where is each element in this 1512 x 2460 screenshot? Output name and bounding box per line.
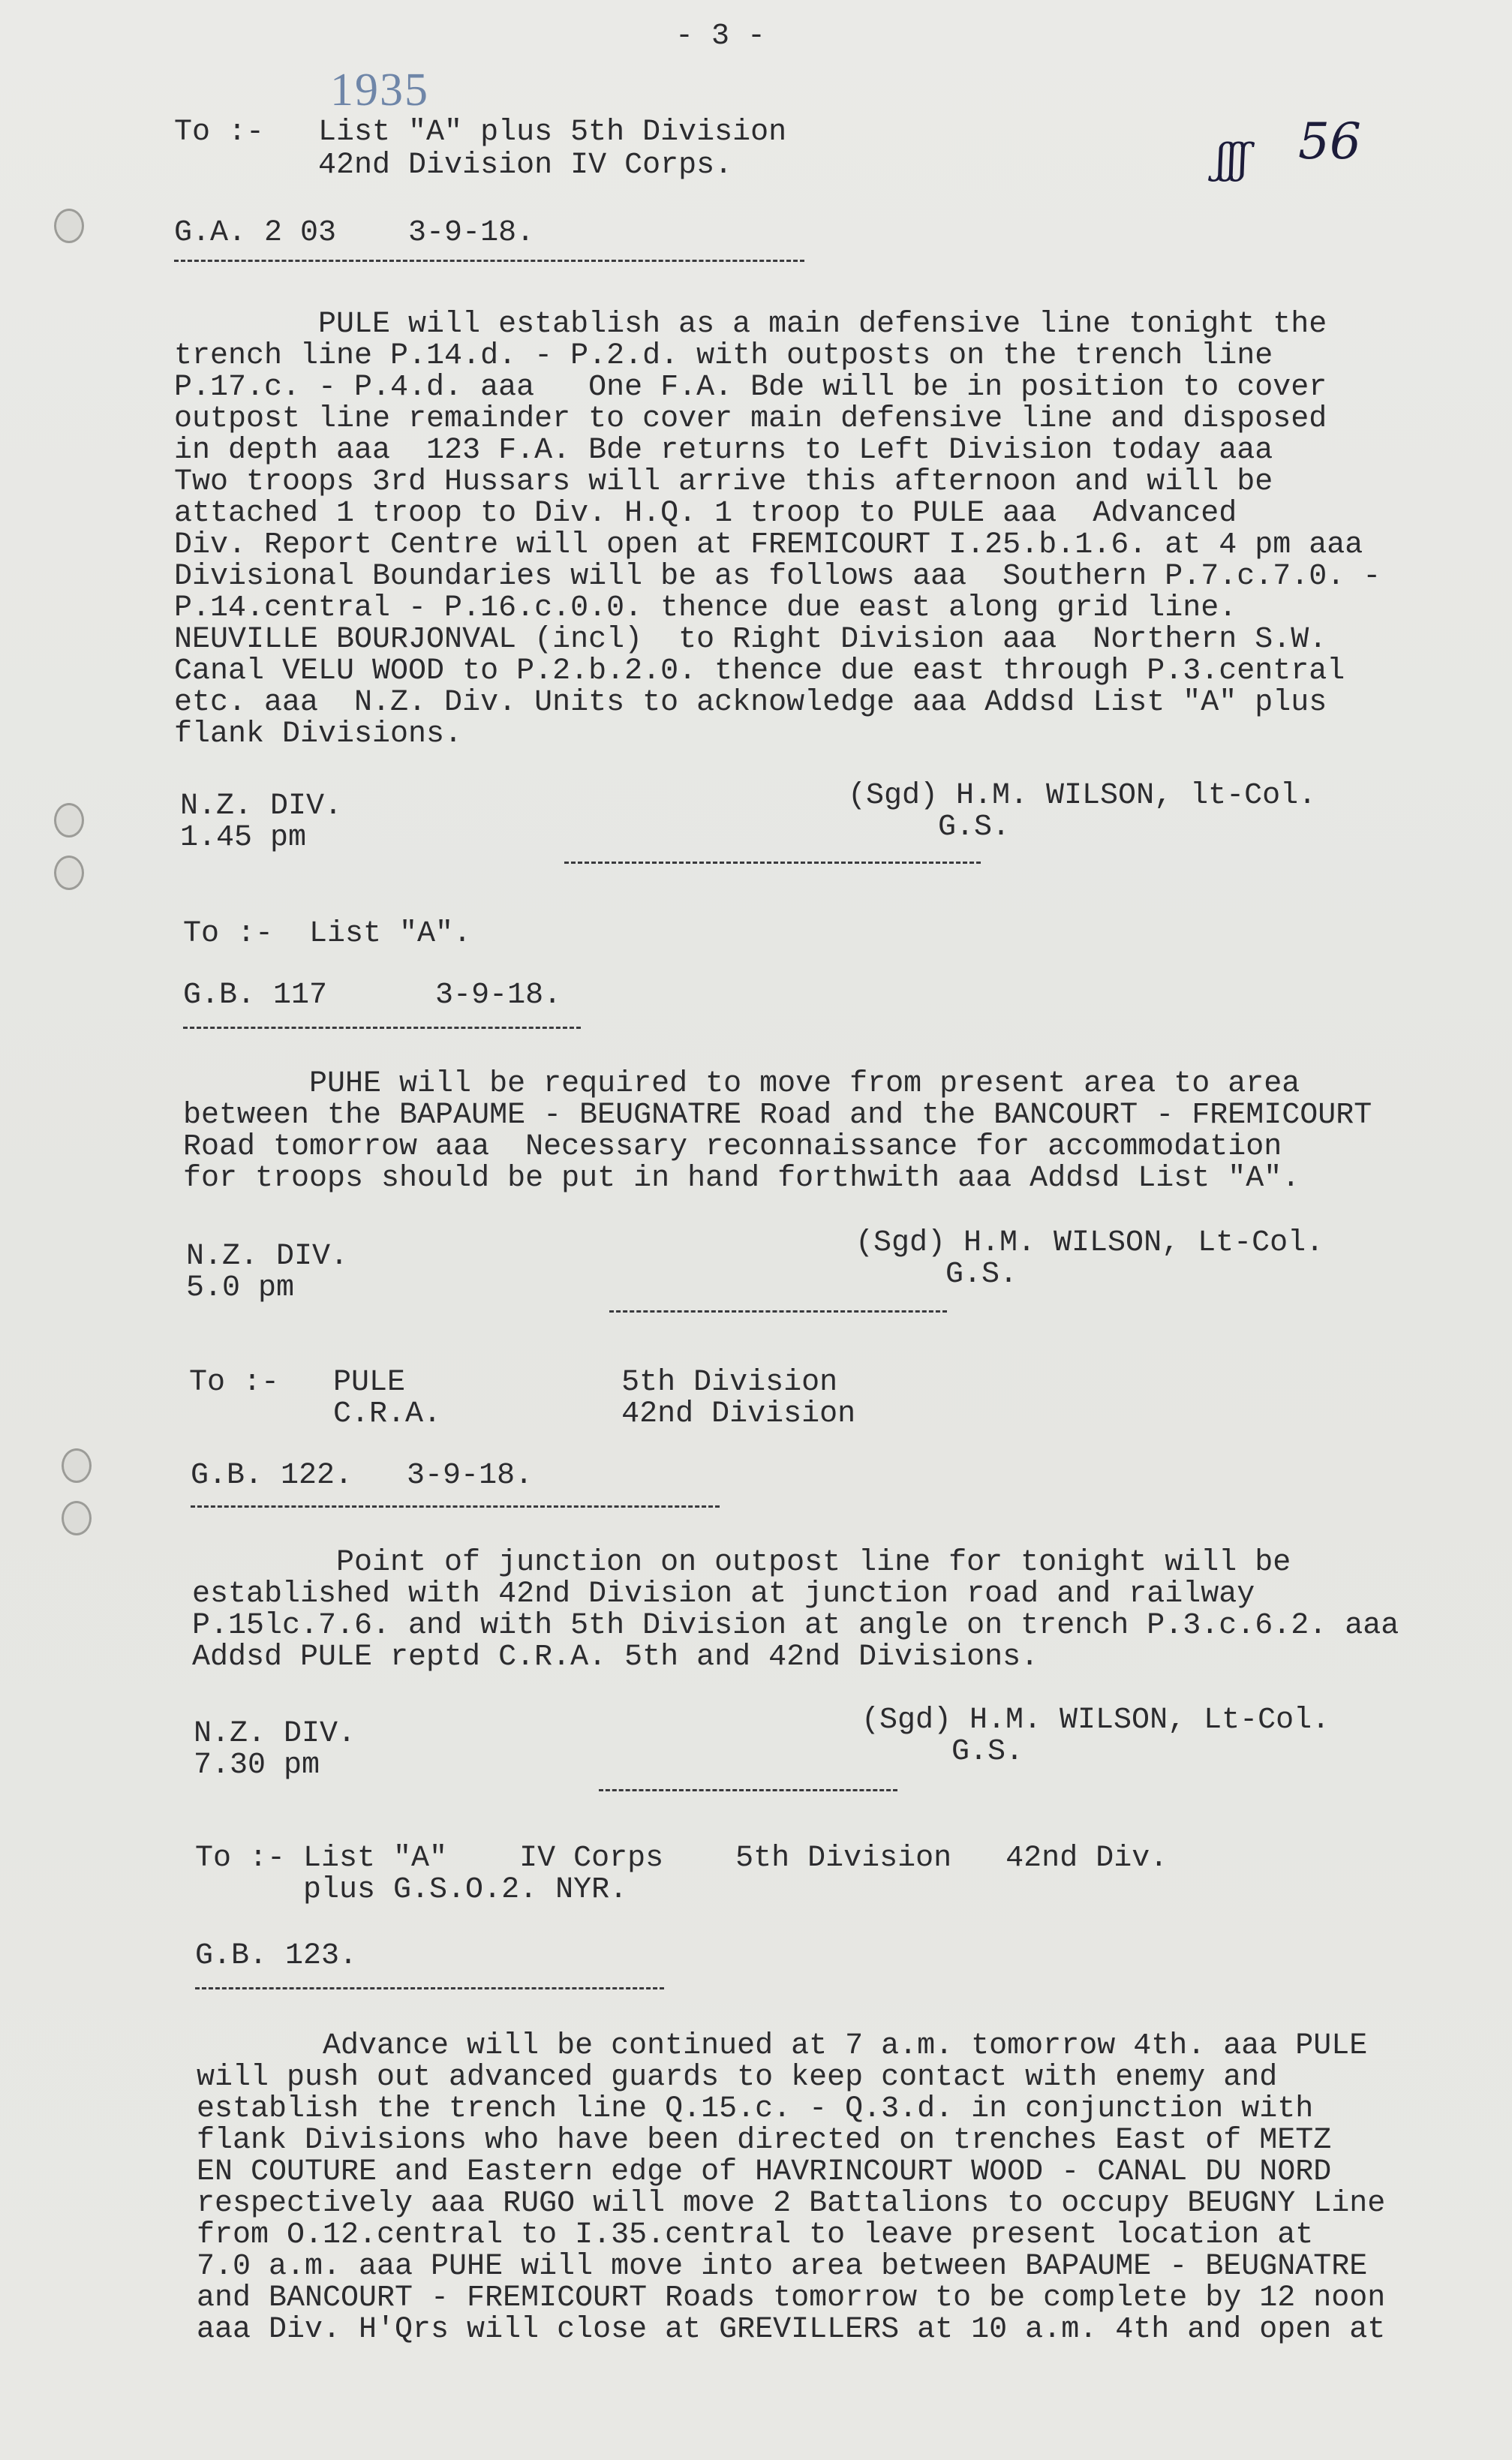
message-body-line: P.14.central - P.16.c.0.0. thence due east along grid line. bbox=[174, 591, 1237, 625]
message-body-line: established with 42nd Division at junction road and railway bbox=[192, 1577, 1255, 1611]
message-body-line: Addsd PULE reptd C.R.A. 5th and 42nd Divisions. bbox=[192, 1641, 1039, 1674]
message-body-line: Point of junction on outpost line for tonight will be bbox=[192, 1546, 1291, 1580]
message-body-line: Advance will be continued at 7 a.m. tomorrow 4th. aaa PULE bbox=[197, 2029, 1368, 2063]
handwritten-folio-number: 56 bbox=[1298, 113, 1361, 170]
message-signature: (Sgd) H.M. WILSON, Lt-Col. bbox=[861, 1704, 1330, 1737]
separator-rule bbox=[195, 1987, 664, 1989]
message-body-line: will push out advanced guards to keep contact with enemy and bbox=[197, 2061, 1278, 2095]
message-to: To :- List "A" plus 5th Division bbox=[174, 116, 787, 149]
message-to: 42nd Division IV Corps. bbox=[174, 149, 733, 182]
punch-hole bbox=[54, 856, 84, 890]
message-body-line: establish the trench line Q.15.c. - Q.3.d. in conjunction with bbox=[197, 2092, 1314, 2126]
message-body-line: for troops should be put in hand forthwith aaa Addsd List "A". bbox=[183, 1162, 1300, 1195]
page-number: - 3 - bbox=[675, 20, 766, 53]
message-body-line: Two troops 3rd Hussars will arrive this afternoon and will be bbox=[174, 465, 1273, 499]
message-to: To :- List "A" IV Corps 5th Division 42nd Div. bbox=[195, 1842, 1168, 1875]
message-to: plus G.S.O.2. NYR. bbox=[195, 1873, 628, 1907]
message-body-line: NEUVILLE BOURJONVAL (incl) to Right Division aaa Northern S.W. bbox=[174, 623, 1327, 657]
punch-hole bbox=[62, 1501, 92, 1535]
message-body-line: Canal VELU WOOD to P.2.b.2.0. thence due east through P.3.central bbox=[174, 654, 1345, 688]
punch-hole bbox=[54, 803, 84, 838]
message-body-line: etc. aaa N.Z. Div. Units to acknowledge aaa Addsd List "A" plus bbox=[174, 686, 1327, 720]
message-body-line: and BANCOURT - FREMICOURT Roads tomorrow to be complete by 12 noon bbox=[197, 2281, 1386, 2315]
separator-rule bbox=[183, 1027, 581, 1029]
message-body-line: PUHE will be required to move from present area to area bbox=[183, 1067, 1300, 1101]
message-body-line: Divisional Boundaries will be as follows aaa Southern P.7.c.7.0. - bbox=[174, 560, 1381, 594]
message-body-line: aaa Div. H'Qrs will close at GREVILLERS at 10 a.m. 4th and open at bbox=[197, 2313, 1386, 2347]
message-to: C.R.A. 42nd Division bbox=[189, 1397, 856, 1431]
message-signature: (Sgd) H.M. WILSON, lt-Col. bbox=[848, 779, 1317, 813]
message-reference: G.B. 123. bbox=[195, 1939, 358, 1973]
separator-rule bbox=[564, 862, 981, 864]
message-origin: N.Z. DIV. bbox=[186, 1240, 349, 1274]
message-reference: G.B. 117 3-9-18. bbox=[183, 979, 562, 1012]
message-body-line: EN COUTURE and Eastern edge of HAVRINCOURT WOOD - CANAL DU NORD bbox=[197, 2155, 1332, 2189]
message-body-line: trench line P.14.d. - P.2.d. with outposts on the trench line bbox=[174, 339, 1273, 373]
message-time: 1.45 pm bbox=[180, 821, 307, 855]
separator-rule bbox=[191, 1505, 720, 1508]
message-body-line: respectively aaa RUGO will move 2 Battalions to occupy BEUGNY Line bbox=[197, 2187, 1386, 2221]
message-body-line: from O.12.central to I.35.central to leave present location at bbox=[197, 2218, 1314, 2252]
message-signature: (Sgd) H.M. WILSON, Lt-Col. bbox=[855, 1226, 1324, 1260]
archive-stamp: 1935 bbox=[330, 65, 429, 116]
separator-rule bbox=[609, 1310, 947, 1313]
message-time: 7.30 pm bbox=[194, 1749, 320, 1782]
handwritten-marks: ʃʃʃ bbox=[1216, 135, 1249, 182]
message-reference: G.A. 2 03 3-9-18. bbox=[174, 216, 535, 250]
message-body-line: Div. Report Centre will open at FREMICOURT I.25.b.1.6. at 4 pm aaa bbox=[174, 528, 1363, 562]
message-signature-title: G.S. bbox=[861, 1735, 1024, 1769]
message-body-line: flank Divisions. bbox=[174, 717, 463, 751]
message-body-line: attached 1 troop to Div. H.Q. 1 troop to PULE aaa Advanced bbox=[174, 497, 1237, 531]
message-body-line: PULE will establish as a main defensive line tonight the bbox=[174, 308, 1327, 341]
message-body-line: outpost line remainder to cover main defensive line and disposed bbox=[174, 402, 1327, 436]
message-signature-title: G.S. bbox=[855, 1258, 1018, 1292]
message-body-line: in depth aaa 123 F.A. Bde returns to Left Division today aaa bbox=[174, 434, 1273, 468]
message-body-line: flank Divisions who have been directed on trenches East of METZ bbox=[197, 2124, 1332, 2158]
message-reference: G.B. 122. 3-9-18. bbox=[191, 1459, 534, 1493]
message-body-line: P.17.c. - P.4.d. aaa One F.A. Bde will be in position to cover bbox=[174, 371, 1327, 404]
message-origin: N.Z. DIV. bbox=[180, 789, 343, 823]
message-signature-title: G.S. bbox=[848, 810, 1011, 844]
separator-rule bbox=[174, 260, 804, 262]
message-body-line: P.15lc.7.6. and with 5th Division at angle on trench P.3.c.6.2. aaa bbox=[192, 1609, 1399, 1643]
message-body-line: 7.0 a.m. aaa PUHE will move into area between BAPAUME - BEUGNATRE bbox=[197, 2250, 1368, 2284]
punch-hole bbox=[54, 209, 84, 243]
message-time: 5.0 pm bbox=[186, 1271, 295, 1305]
message-body-line: Road tomorrow aaa Necessary reconnaissance for accommodation bbox=[183, 1130, 1282, 1164]
message-origin: N.Z. DIV. bbox=[194, 1717, 356, 1751]
punch-hole bbox=[62, 1448, 92, 1483]
message-body-line: between the BAPAUME - BEUGNATRE Road and the BANCOURT - FREMICOURT bbox=[183, 1099, 1372, 1132]
separator-rule bbox=[599, 1789, 897, 1791]
message-to: To :- List "A". bbox=[183, 917, 472, 951]
message-to: To :- PULE 5th Division bbox=[189, 1366, 838, 1400]
